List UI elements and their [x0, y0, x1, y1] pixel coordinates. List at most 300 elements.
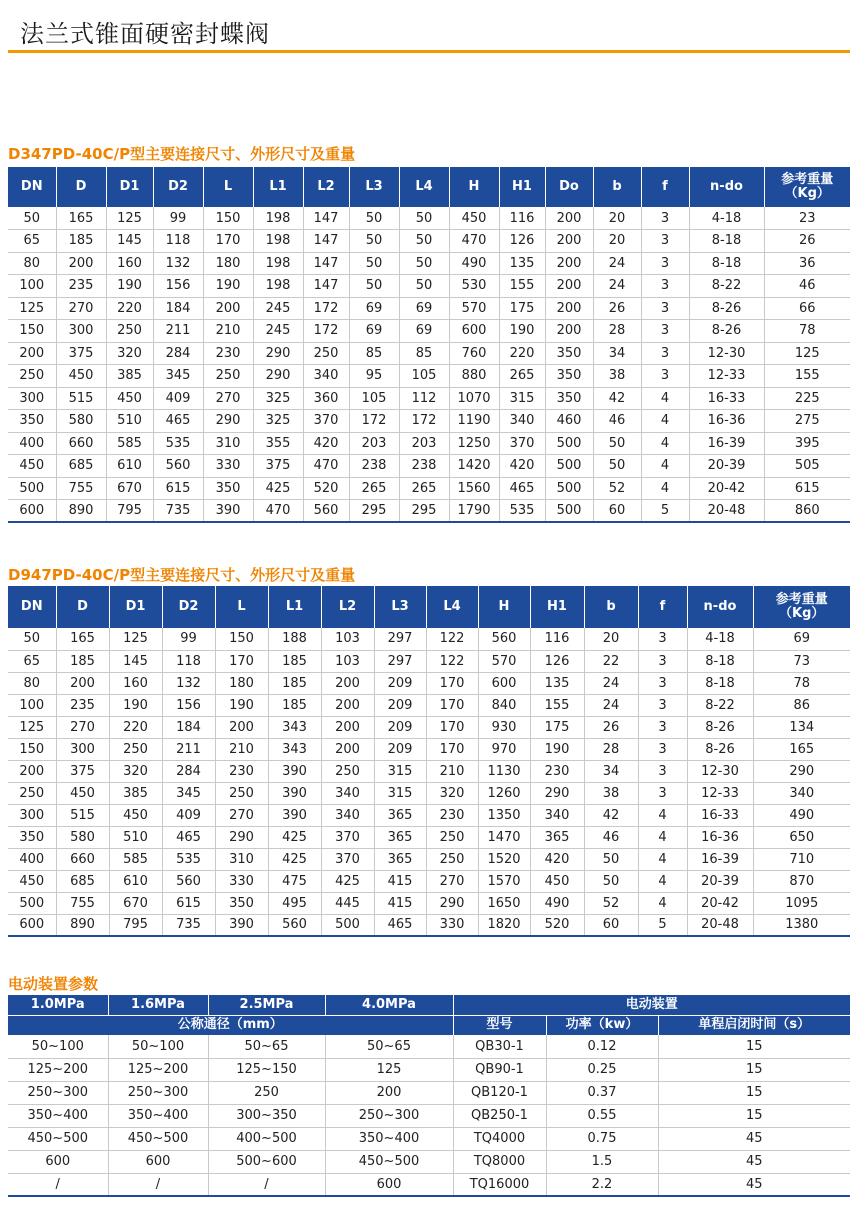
- table-cell: 325: [253, 410, 303, 433]
- table-cell: 50: [399, 230, 449, 253]
- table-cell: 135: [530, 672, 584, 694]
- table-cell: 145: [109, 650, 162, 672]
- table-cell: 515: [56, 387, 106, 410]
- table-cell: 12-33: [687, 782, 753, 804]
- table-cell: 0.25: [546, 1058, 658, 1081]
- title-rule: [8, 50, 850, 53]
- table-cell: 147: [303, 252, 349, 275]
- table-cell: 1790: [449, 500, 499, 523]
- electric-actuator-table: [8, 995, 850, 1197]
- table-cell: 3: [638, 716, 687, 738]
- table-cell: 284: [162, 760, 215, 782]
- table-cell: 284: [153, 342, 203, 365]
- table-cell: 4: [638, 848, 687, 870]
- table-cell: 1260: [478, 782, 530, 804]
- table-cell: 5: [638, 914, 687, 936]
- table-cell: 270: [56, 297, 106, 320]
- table-cell: 450~500: [108, 1127, 208, 1150]
- table-cell: 200: [321, 716, 374, 738]
- table-cell: 500: [545, 500, 593, 523]
- pressure-header: 1.0MPa: [8, 995, 108, 1015]
- table-cell: 600: [108, 1150, 208, 1173]
- table-cell: 250: [8, 782, 56, 804]
- table-cell: 103: [321, 628, 374, 650]
- table-cell: 465: [153, 410, 203, 433]
- table-cell: 190: [499, 320, 545, 343]
- table-cell: 42: [584, 804, 638, 826]
- table-cell: 132: [162, 672, 215, 694]
- table-cell: 560: [268, 914, 321, 936]
- table-cell: 50: [399, 275, 449, 298]
- table-cell: 50: [399, 207, 449, 230]
- table-cell: 420: [499, 455, 545, 478]
- table-row: [8, 410, 850, 433]
- table-cell: 320: [426, 782, 478, 804]
- table-cell: 200: [8, 342, 56, 365]
- table-cell: 735: [153, 500, 203, 523]
- table-cell: 170: [215, 650, 268, 672]
- table-cell: 345: [153, 365, 203, 388]
- table-cell: 1650: [478, 892, 530, 914]
- table-cell: 295: [349, 500, 399, 523]
- table-cell: 570: [478, 650, 530, 672]
- table1-caption: D347PD-40C/P型主要连接尺寸、外形尺寸及重量: [8, 145, 356, 163]
- table-cell: 520: [303, 477, 349, 500]
- table-cell: 330: [203, 455, 253, 478]
- table-cell: 160: [109, 672, 162, 694]
- table-cell: 970: [478, 738, 530, 760]
- table-cell: 340: [753, 782, 850, 804]
- table-cell: 4: [638, 892, 687, 914]
- column-header: L1: [253, 167, 303, 207]
- table-cell: 250: [426, 848, 478, 870]
- table-cell: 52: [584, 892, 638, 914]
- table-cell: 275: [764, 410, 850, 433]
- table-cell: 390: [268, 760, 321, 782]
- table-cell: 180: [203, 252, 253, 275]
- column-header: L3: [349, 167, 399, 207]
- table-cell: 425: [321, 870, 374, 892]
- table-cell: 211: [153, 320, 203, 343]
- table-cell: 580: [56, 410, 106, 433]
- table-cell: 375: [56, 760, 109, 782]
- table-cell: 1820: [478, 914, 530, 936]
- table-cell: 60: [584, 914, 638, 936]
- table-cell: 235: [56, 694, 109, 716]
- table-cell: 28: [593, 320, 641, 343]
- pressure-header: 4.0MPa: [325, 995, 453, 1015]
- table-cell: 450: [449, 207, 499, 230]
- table-cell: 50~100: [8, 1035, 108, 1058]
- table-cell: 209: [374, 716, 426, 738]
- table-cell: 16-33: [689, 387, 764, 410]
- table-cell: 350: [545, 387, 593, 410]
- table-cell: 560: [162, 870, 215, 892]
- table-cell: 135: [499, 252, 545, 275]
- table-cell: 250: [109, 738, 162, 760]
- table-cell: 250: [106, 320, 153, 343]
- table-cell: TQ16000: [453, 1173, 546, 1196]
- table-cell: 290: [215, 826, 268, 848]
- table-cell: 85: [349, 342, 399, 365]
- table-cell: 409: [162, 804, 215, 826]
- table-cell: 122: [426, 650, 478, 672]
- column-header: L4: [426, 586, 478, 628]
- table-cell: 475: [268, 870, 321, 892]
- table-cell: 425: [268, 848, 321, 870]
- table-cell: 1130: [478, 760, 530, 782]
- table-cell: 185: [56, 230, 106, 253]
- table-cell: 12-33: [689, 365, 764, 388]
- table-cell: 20-42: [687, 892, 753, 914]
- table-cell: 116: [530, 628, 584, 650]
- table-cell: 170: [203, 230, 253, 253]
- table-row: [8, 1150, 850, 1173]
- device-header: 型号: [453, 1015, 546, 1035]
- column-header: L2: [321, 586, 374, 628]
- table-cell: 390: [215, 914, 268, 936]
- table3-header-row-2: [8, 1015, 850, 1035]
- table-cell: 250: [215, 782, 268, 804]
- table-cell: 220: [499, 342, 545, 365]
- table-cell: 660: [56, 432, 106, 455]
- table-cell: 3: [641, 207, 689, 230]
- table-row: [8, 870, 850, 892]
- table-row: [8, 477, 850, 500]
- table-cell: 490: [753, 804, 850, 826]
- table-cell: 465: [374, 914, 426, 936]
- table-cell: 147: [303, 230, 349, 253]
- table3-header-row-1: [8, 995, 850, 1015]
- dimension-table-d947: [8, 586, 850, 937]
- table-cell: 300: [56, 738, 109, 760]
- table-cell: 38: [593, 365, 641, 388]
- table-cell: 710: [753, 848, 850, 870]
- table-cell: 50: [593, 455, 641, 478]
- table-cell: 4-18: [689, 207, 764, 230]
- table-cell: 42: [593, 387, 641, 410]
- table-cell: 1470: [478, 826, 530, 848]
- table-cell: 315: [374, 760, 426, 782]
- table-cell: 209: [374, 738, 426, 760]
- table-cell: 24: [593, 252, 641, 275]
- table-cell: 165: [56, 628, 109, 650]
- table-cell: 209: [374, 672, 426, 694]
- column-header: L4: [399, 167, 449, 207]
- table-cell: 795: [109, 914, 162, 936]
- table-cell: 200: [321, 694, 374, 716]
- table-cell: 795: [106, 500, 153, 523]
- table-row: [8, 387, 850, 410]
- table-row: [8, 275, 850, 298]
- column-header: D1: [109, 586, 162, 628]
- table-cell: 370: [321, 826, 374, 848]
- table-cell: 1350: [478, 804, 530, 826]
- table-cell: 270: [203, 387, 253, 410]
- table-row: [8, 760, 850, 782]
- table-cell: 100: [8, 694, 56, 716]
- table-cell: 8-26: [687, 716, 753, 738]
- table-cell: 125: [8, 716, 56, 738]
- table-cell: 78: [753, 672, 850, 694]
- table-cell: 350~400: [8, 1104, 108, 1127]
- column-header: n-do: [689, 167, 764, 207]
- table-cell: 0.55: [546, 1104, 658, 1127]
- table-cell: 250~300: [325, 1104, 453, 1127]
- table-cell: 180: [215, 672, 268, 694]
- table-cell: 4: [638, 826, 687, 848]
- table-row: [8, 1035, 850, 1058]
- table-cell: 290: [426, 892, 478, 914]
- column-header: 参考重量 （Kg）: [753, 586, 850, 628]
- table-cell: 300: [8, 387, 56, 410]
- table-cell: 60: [593, 500, 641, 523]
- table-cell: 12-30: [689, 342, 764, 365]
- table-row: [8, 914, 850, 936]
- table-cell: 375: [253, 455, 303, 478]
- table-cell: 290: [753, 760, 850, 782]
- table-cell: 134: [753, 716, 850, 738]
- table-cell: 200: [215, 716, 268, 738]
- table-cell: 660: [56, 848, 109, 870]
- table-cell: 198: [253, 207, 303, 230]
- table-cell: 300~350: [208, 1104, 325, 1127]
- pressure-header: 1.6MPa: [108, 995, 208, 1015]
- table-cell: 50: [8, 628, 56, 650]
- table-cell: 610: [109, 870, 162, 892]
- table-cell: 20: [584, 628, 638, 650]
- table-row: [8, 1104, 850, 1127]
- table-cell: 20-39: [689, 455, 764, 478]
- table-cell: 495: [268, 892, 321, 914]
- table-cell: QB90-1: [453, 1058, 546, 1081]
- table-cell: 220: [106, 297, 153, 320]
- table-cell: 3: [638, 760, 687, 782]
- table-cell: 295: [399, 500, 449, 523]
- table-cell: 200: [545, 275, 593, 298]
- table-cell: 350~400: [108, 1104, 208, 1127]
- column-header: L: [215, 586, 268, 628]
- table-cell: 203: [349, 432, 399, 455]
- table-cell: 24: [593, 275, 641, 298]
- table-cell: 615: [764, 477, 850, 500]
- column-header: D2: [162, 586, 215, 628]
- table-cell: 190: [530, 738, 584, 760]
- table-cell: 105: [399, 365, 449, 388]
- table-cell: 0.37: [546, 1081, 658, 1104]
- table-cell: 1380: [753, 914, 850, 936]
- table-cell: 450: [109, 804, 162, 826]
- table-cell: 250~300: [108, 1081, 208, 1104]
- table-cell: 315: [499, 387, 545, 410]
- table-cell: 198: [253, 275, 303, 298]
- table-cell: 147: [303, 275, 349, 298]
- table-cell: 615: [162, 892, 215, 914]
- table-cell: 16-36: [687, 826, 753, 848]
- table-cell: 3: [638, 650, 687, 672]
- column-header: H1: [499, 167, 545, 207]
- table-cell: 15: [658, 1035, 850, 1058]
- table-cell: 365: [530, 826, 584, 848]
- table-cell: 0.75: [546, 1127, 658, 1150]
- table-cell: 1560: [449, 477, 499, 500]
- table-row: [8, 1081, 850, 1104]
- column-header: L2: [303, 167, 349, 207]
- table-cell: 450~500: [8, 1127, 108, 1150]
- table-cell: /: [8, 1173, 108, 1196]
- table-cell: 175: [499, 297, 545, 320]
- table-cell: 250: [203, 365, 253, 388]
- table-cell: 100: [8, 275, 56, 298]
- table-cell: 315: [374, 782, 426, 804]
- table-cell: 270: [56, 716, 109, 738]
- table-cell: 510: [106, 410, 153, 433]
- table-cell: 1420: [449, 455, 499, 478]
- table-cell: 210: [203, 320, 253, 343]
- table-cell: 510: [109, 826, 162, 848]
- table-cell: 4: [641, 387, 689, 410]
- table-cell: 50: [349, 230, 399, 253]
- table-cell: 390: [268, 782, 321, 804]
- table-row: [8, 432, 850, 455]
- table-cell: 450: [56, 782, 109, 804]
- table-cell: 450: [56, 365, 106, 388]
- table-cell: 445: [321, 892, 374, 914]
- table-cell: 415: [374, 870, 426, 892]
- table-cell: 345: [162, 782, 215, 804]
- table-cell: 185: [268, 694, 321, 716]
- table-cell: 125~200: [8, 1058, 108, 1081]
- table-row: [8, 738, 850, 760]
- table-cell: /: [208, 1173, 325, 1196]
- table-cell: 3: [641, 252, 689, 275]
- table-cell: 188: [268, 628, 321, 650]
- column-header: H1: [530, 586, 584, 628]
- table-cell: 350: [215, 892, 268, 914]
- table-cell: 1570: [478, 870, 530, 892]
- table-cell: 78: [764, 320, 850, 343]
- table-cell: 340: [530, 804, 584, 826]
- table-cell: 350: [545, 342, 593, 365]
- device-group-header: 电动装置: [453, 995, 850, 1015]
- table-cell: 4: [638, 870, 687, 892]
- table2-caption: D947PD-40C/P型主要连接尺寸、外形尺寸及重量: [8, 566, 356, 584]
- table-cell: /: [108, 1173, 208, 1196]
- table-cell: 46: [593, 410, 641, 433]
- table-cell: 50: [349, 275, 399, 298]
- table-cell: 1190: [449, 410, 499, 433]
- table-cell: 245: [253, 320, 303, 343]
- table-cell: 126: [499, 230, 545, 253]
- table-cell: 198: [253, 230, 303, 253]
- table-row: [8, 672, 850, 694]
- table-cell: 470: [253, 500, 303, 523]
- table-cell: 50: [584, 848, 638, 870]
- table-cell: 3: [638, 628, 687, 650]
- table-cell: 15: [658, 1104, 850, 1127]
- table-cell: 118: [153, 230, 203, 253]
- table-cell: 320: [109, 760, 162, 782]
- table-row: [8, 804, 850, 826]
- table-cell: 24: [584, 694, 638, 716]
- table-cell: 4: [641, 432, 689, 455]
- table-cell: 343: [268, 716, 321, 738]
- table-cell: 156: [153, 275, 203, 298]
- table-cell: 650: [753, 826, 850, 848]
- table-cell: 50: [593, 432, 641, 455]
- column-header: Do: [545, 167, 593, 207]
- table-cell: 330: [215, 870, 268, 892]
- table-cell: 210: [215, 738, 268, 760]
- table-cell: 840: [478, 694, 530, 716]
- table-cell: 297: [374, 650, 426, 672]
- table-cell: 200: [325, 1081, 453, 1104]
- table-cell: TQ8000: [453, 1150, 546, 1173]
- table-cell: 200: [203, 297, 253, 320]
- column-header: D2: [153, 167, 203, 207]
- column-header: f: [641, 167, 689, 207]
- table-cell: 125: [109, 628, 162, 650]
- table-cell: 450: [8, 870, 56, 892]
- table-cell: 16-39: [687, 848, 753, 870]
- table-cell: 45: [658, 1173, 850, 1196]
- table-cell: 297: [374, 628, 426, 650]
- table-cell: 155: [764, 365, 850, 388]
- table-cell: 755: [56, 892, 109, 914]
- table-cell: 3: [641, 230, 689, 253]
- table-cell: 200: [56, 672, 109, 694]
- table-cell: 350: [8, 826, 56, 848]
- table-cell: 184: [153, 297, 203, 320]
- table-cell: 415: [374, 892, 426, 914]
- table-cell: 69: [753, 628, 850, 650]
- table-cell: 4-18: [687, 628, 753, 650]
- table-cell: 400~500: [208, 1127, 325, 1150]
- table-cell: 200: [545, 230, 593, 253]
- table-cell: 190: [109, 694, 162, 716]
- table-cell: 211: [162, 738, 215, 760]
- table-cell: 46: [584, 826, 638, 848]
- table-cell: 235: [56, 275, 106, 298]
- table-cell: 45: [658, 1127, 850, 1150]
- table-cell: 8-26: [689, 297, 764, 320]
- table-cell: 50: [399, 252, 449, 275]
- table-cell: 535: [499, 500, 545, 523]
- table-cell: 395: [764, 432, 850, 455]
- table-row: [8, 892, 850, 914]
- table-cell: 370: [303, 410, 349, 433]
- table-cell: 170: [426, 716, 478, 738]
- table-cell: 3: [641, 297, 689, 320]
- table-cell: 165: [753, 738, 850, 760]
- table-cell: 890: [56, 500, 106, 523]
- table-cell: 118: [162, 650, 215, 672]
- table-cell: 500: [545, 432, 593, 455]
- table-cell: 1.5: [546, 1150, 658, 1173]
- table-cell: 490: [449, 252, 499, 275]
- table-cell: 170: [426, 672, 478, 694]
- table-cell: 465: [499, 477, 545, 500]
- table-cell: 80: [8, 672, 56, 694]
- table-cell: 95: [349, 365, 399, 388]
- table-cell: 220: [109, 716, 162, 738]
- table-cell: 250: [321, 760, 374, 782]
- table-cell: 670: [106, 477, 153, 500]
- table-cell: 365: [374, 804, 426, 826]
- table-body: [8, 207, 850, 522]
- table-cell: 500: [321, 914, 374, 936]
- table-cell: 0.12: [546, 1035, 658, 1058]
